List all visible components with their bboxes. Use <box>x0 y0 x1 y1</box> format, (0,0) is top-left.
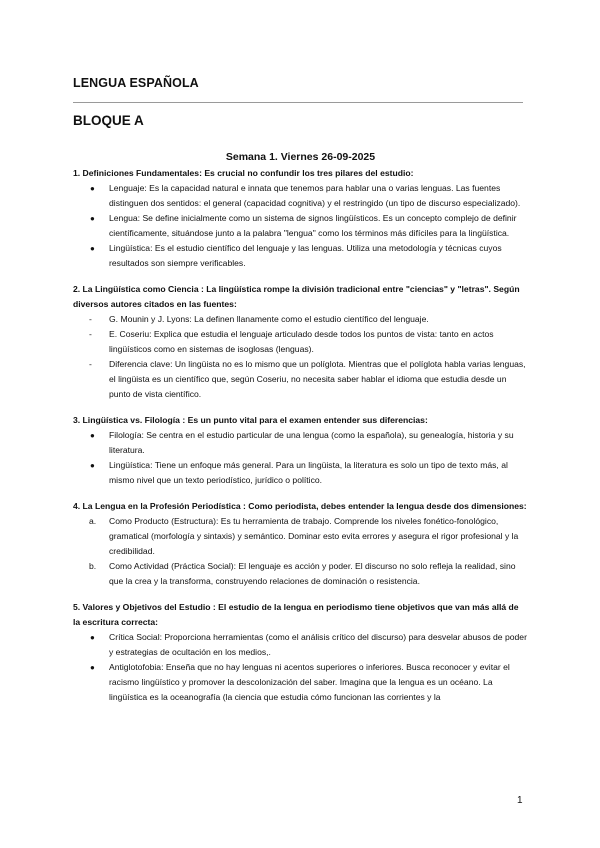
list-item-text: Lingüística: Tiene un enfoque más general. Para un lingüista, la literatura es solo un tipo de texto más, al mismo nivel que un texto periodístico, jurídico o político. <box>109 460 508 485</box>
list-item <box>73 312 528 327</box>
list-marker: a. <box>89 516 97 526</box>
section-list <box>73 428 528 488</box>
list-item-text: Antiglotofobia: Enseña que no hay lenguas ni acentos superiores o inferiores. Busca reconocer y evitar el racismo lingüístico y promover la descolonización del saber. Imagina que la lengua es un océano. La lingüística es la oceanografía (la ciencia que estudia cómo funcionan las corrientes y la <box>109 662 510 702</box>
list-marker: - <box>89 329 92 339</box>
bullet-icon: ● <box>90 461 95 470</box>
list-item-text: Lengua: Se define inicialmente como un sistema de signos lingüísticos. Es un concepto complejo de definir científicamente, situándose junto a la palabra "lengua" como los términos más difíciles para la lingüística. <box>109 213 517 238</box>
section-2 <box>73 282 528 402</box>
document-title: LENGUA ESPAÑOLA <box>73 76 199 90</box>
block-title: BLOQUE A <box>73 113 144 128</box>
list-item <box>73 428 528 458</box>
list-item-text: Filología: Se centra en el estudio particular de una lengua (como la española), su genealogía, historia y su literatura. <box>109 430 514 455</box>
section-heading: 2. La Lingüística como Ciencia : La lingüística rompe la división tradicional entre "ciencias" y "letras". Según diversos autores citados en las fuentes: <box>73 284 520 309</box>
section-3 <box>73 413 528 488</box>
list-item-text: Como Producto (Estructura): Es tu herramienta de trabajo. Comprende los niveles fonético-fonológico, gramatical (morfología y sintaxis) y semántico. Dominar esto evita errores y asegura el rigor profesional y la credibilidad. <box>109 516 519 556</box>
bullet-icon: ● <box>90 214 95 223</box>
week-heading: Semana 1. Viernes 26-09-2025 <box>225 151 376 163</box>
list-item-text: E. Coseriu: Explica que estudia el lenguaje articulado desde todos los puntos de vista: tanto en actos lingüísticos como en sistemas de isoglosas (lenguas). <box>109 329 494 354</box>
section-heading: 4. La Lengua en la Profesión Periodística : Como periodista, debes entender la lengua desde dos dimensiones: <box>73 501 527 511</box>
section-4 <box>73 499 528 589</box>
list-item <box>73 181 528 211</box>
list-item-text: Como Actividad (Práctica Social): El lenguaje es acción y poder. El discurso no solo refleja la realidad, sino que la crea y la transforma, construyendo relaciones de dominación o resistencia. <box>109 561 516 586</box>
bullet-icon: ● <box>90 431 95 440</box>
bullet-icon: ● <box>90 244 95 253</box>
section-5 <box>73 600 528 705</box>
list-item <box>73 211 528 241</box>
document-body <box>73 150 528 716</box>
list-item-text: G. Mounin y J. Lyons: La definen llanamente como el estudio científico del lenguaje. <box>109 314 429 324</box>
list-item-text: Crítica Social: Proporciona herramientas (como el análisis crítico del discurso) para desvelar abusos de poder y estrategias de ocultación en los medios,. <box>109 632 527 657</box>
list-item-text: Diferencia clave: Un lingüista no es lo mismo que un políglota. Mientras que el políglota habla varias lenguas, el lingüista es un científico que, según Coseriu, no necesita saber hablar el idioma que estudia desde un punto de vista científico. <box>109 359 526 399</box>
section-list <box>73 312 528 402</box>
list-item <box>73 327 528 357</box>
page-number: 1 <box>517 795 523 806</box>
list-item <box>73 559 528 589</box>
bullet-icon: ● <box>90 633 95 642</box>
section-list <box>73 514 528 589</box>
list-item <box>73 630 528 660</box>
section-list <box>73 630 528 705</box>
section-heading: 1. Definiciones Fundamentales: Es crucial no confundir los tres pilares del estudio: <box>73 168 414 178</box>
list-marker: - <box>89 359 92 369</box>
list-item-text: Lenguaje: Es la capacidad natural e innata que tenemos para hablar una o varias lenguas. Las fuentes distinguen dos sentidos: el general (capacidad cognitiva) y el restringido (un tipo de discurso especializado). <box>109 183 521 208</box>
section-1 <box>73 166 528 271</box>
list-item <box>73 458 528 488</box>
bullet-icon: ● <box>90 663 95 672</box>
section-heading: 5. Valores y Objetivos del Estudio : El estudio de la lengua en periodismo tiene objetivos que van más allá de la escritura correcta: <box>73 602 519 627</box>
sections-container <box>73 166 528 705</box>
list-marker: b. <box>89 561 97 571</box>
list-item <box>73 241 528 271</box>
section-heading: 3. Lingüística vs. Filología : Es un punto vital para el examen entender sus diferencias: <box>73 415 428 425</box>
list-item <box>73 514 528 559</box>
list-marker: - <box>89 314 92 324</box>
bullet-icon: ● <box>90 184 95 193</box>
list-item <box>73 660 528 705</box>
list-item-text: Lingüística: Es el estudio científico del lenguaje y las lenguas. Utiliza una metodología y técnicas cuyos resultados son siempre verificables. <box>109 243 502 268</box>
list-item <box>73 357 528 402</box>
section-list <box>73 181 528 271</box>
title-divider <box>73 102 523 103</box>
